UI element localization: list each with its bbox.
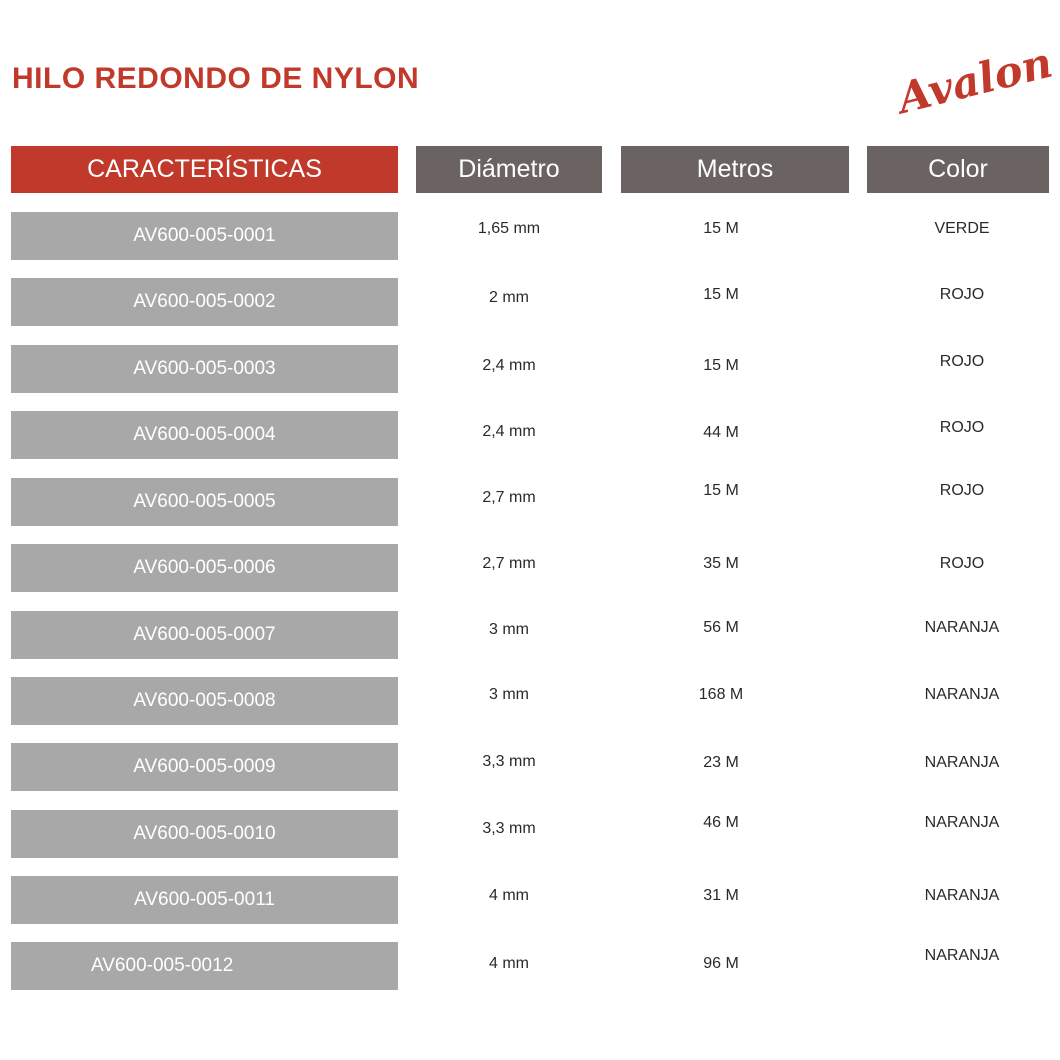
table-row <box>0 544 1060 592</box>
color-value: ROJO <box>939 419 985 436</box>
meters-value: 15 M <box>703 286 739 303</box>
color-value: ROJO <box>939 482 985 499</box>
diameter-value: 3 mm <box>489 621 529 638</box>
brand-logo <box>892 37 1058 124</box>
table-row <box>0 478 1060 526</box>
color-value: NARANJA <box>924 814 1000 831</box>
product-code: AV600-005-0011 <box>11 876 398 924</box>
product-code: AV600-005-0010 <box>11 810 398 858</box>
meters-value: 96 M <box>703 955 739 972</box>
diameter-value: 3 mm <box>489 686 529 703</box>
meters-value: 15 M <box>703 357 739 374</box>
color-value: NARANJA <box>924 754 1000 771</box>
table-row <box>0 411 1060 459</box>
table-row <box>0 611 1060 659</box>
product-code: AV600-005-0009 <box>11 743 398 791</box>
diameter-value: 2,7 mm <box>482 555 536 572</box>
table-row <box>0 743 1060 791</box>
product-code: AV600-005-0012 <box>11 942 398 990</box>
diameter-value: 4 mm <box>489 887 529 904</box>
product-code: AV600-005-0003 <box>11 345 398 393</box>
table-row <box>0 677 1060 725</box>
diameter-value: 1,65 mm <box>477 220 541 237</box>
color-value: ROJO <box>939 286 985 303</box>
color-value: NARANJA <box>924 686 1000 703</box>
meters-value: 23 M <box>703 754 739 771</box>
meters-value: 31 M <box>703 887 739 904</box>
diameter-value: 2 mm <box>489 289 529 306</box>
color-value: ROJO <box>939 555 985 572</box>
brand-logo-text: Avalon <box>892 37 1058 124</box>
color-value: NARANJA <box>924 947 1000 964</box>
meters-value: 56 M <box>703 619 739 636</box>
header-characteristics: CARACTERÍSTICAS <box>11 146 398 193</box>
meters-value: 168 M <box>698 686 744 703</box>
page-title: HILO REDONDO DE NYLON <box>12 62 420 95</box>
header-meters: Metros <box>621 146 849 193</box>
table-row <box>0 278 1060 326</box>
product-code: AV600-005-0008 <box>11 677 398 725</box>
meters-value: 35 M <box>703 555 739 572</box>
product-code: AV600-005-0005 <box>11 478 398 526</box>
product-code: AV600-005-0004 <box>11 411 398 459</box>
product-code: AV600-005-0006 <box>11 544 398 592</box>
table-row <box>0 810 1060 858</box>
color-value: ROJO <box>939 353 985 370</box>
product-code: AV600-005-0007 <box>11 611 398 659</box>
header-diameter: Diámetro <box>416 146 602 193</box>
color-value: VERDE <box>934 220 990 237</box>
diameter-value: 2,4 mm <box>482 357 536 374</box>
diameter-value: 3,3 mm <box>482 753 536 770</box>
color-value: NARANJA <box>924 887 1000 904</box>
meters-value: 15 M <box>703 220 739 237</box>
table-row <box>0 212 1060 260</box>
product-code: AV600-005-0001 <box>11 212 398 260</box>
product-code: AV600-005-0002 <box>11 278 398 326</box>
meters-value: 15 M <box>703 482 739 499</box>
color-value: NARANJA <box>924 619 1000 636</box>
header-color: Color <box>867 146 1049 193</box>
meters-value: 46 M <box>703 814 739 831</box>
diameter-value: 3,3 mm <box>482 820 536 837</box>
diameter-value: 2,4 mm <box>482 423 536 440</box>
diameter-value: 2,7 mm <box>482 489 536 506</box>
meters-value: 44 M <box>703 424 739 441</box>
table-row <box>0 942 1060 990</box>
table-row <box>0 876 1060 924</box>
table-row <box>0 345 1060 393</box>
diameter-value: 4 mm <box>489 955 529 972</box>
